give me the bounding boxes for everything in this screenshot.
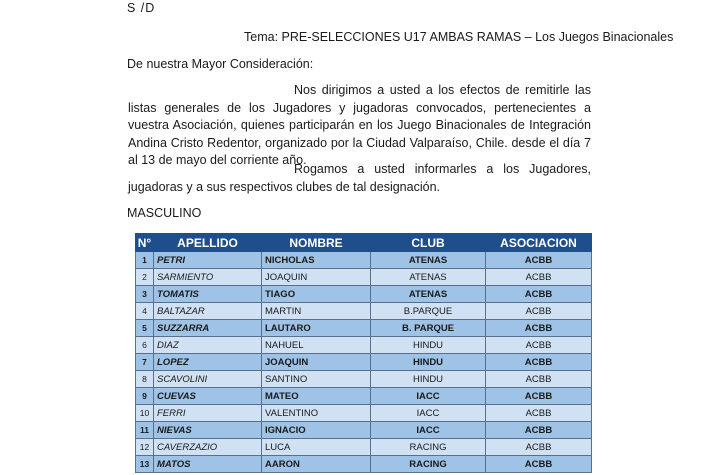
table-row xyxy=(136,337,592,354)
header-apellido: APELLIDO xyxy=(154,234,262,252)
cell-club: IACC xyxy=(371,388,486,405)
cell-nombre: VALENTINO xyxy=(262,405,371,422)
cell-apellido: TOMATIS xyxy=(154,286,262,303)
cell-apellido: DIAZ xyxy=(154,337,262,354)
cell-club: HINDU xyxy=(371,371,486,388)
cell-numero: 12 xyxy=(136,439,154,456)
table-row xyxy=(136,269,592,286)
cell-nombre: NAHUEL xyxy=(262,337,371,354)
cell-numero: 7 xyxy=(136,354,154,371)
cell-asociacion: ACBB xyxy=(486,456,592,473)
body-paragraph-2-text: Rogamos a usted informarles a los Jugadores, jugadoras y a sus respectivos clubes de tal designación. xyxy=(128,162,591,194)
cell-numero: 10 xyxy=(136,405,154,422)
subject-line: Tema: PRE-SELECCIONES U17 AMBAS RAMAS – Los Juegos Binacionales xyxy=(244,30,674,44)
table-row xyxy=(136,371,592,388)
cell-apellido: CUEVAS xyxy=(154,388,262,405)
cell-apellido: PETRI xyxy=(154,252,262,269)
cell-nombre: MARTIN xyxy=(262,303,371,320)
cell-asociacion: ACBB xyxy=(486,337,592,354)
table-row xyxy=(136,456,592,473)
cell-asociacion: ACBB xyxy=(486,354,592,371)
cell-club: HINDU xyxy=(371,337,486,354)
table-row xyxy=(136,303,592,320)
cell-nombre: IGNACIO xyxy=(262,422,371,439)
table-row xyxy=(136,405,592,422)
cell-asociacion: ACBB xyxy=(486,405,592,422)
cell-nombre: LAUTARO xyxy=(262,320,371,337)
table-row xyxy=(136,320,592,337)
header-numero: N° xyxy=(136,234,154,252)
cell-club: IACC xyxy=(371,422,486,439)
cell-nombre: SANTINO xyxy=(262,371,371,388)
cell-numero: 13 xyxy=(136,456,154,473)
cell-numero: 3 xyxy=(136,286,154,303)
table-row xyxy=(136,354,592,371)
cell-numero: 4 xyxy=(136,303,154,320)
cell-nombre: TIAGO xyxy=(262,286,371,303)
cell-asociacion: ACBB xyxy=(486,269,592,286)
roster-table xyxy=(135,233,592,473)
cell-club: ATENAS xyxy=(371,286,486,303)
cell-asociacion: ACBB xyxy=(486,286,592,303)
cell-numero: 2 xyxy=(136,269,154,286)
table-row xyxy=(136,388,592,405)
cell-asociacion: ACBB xyxy=(486,371,592,388)
cell-nombre: NICHOLAS xyxy=(262,252,371,269)
greeting: De nuestra Mayor Consideración: xyxy=(127,57,314,71)
cell-asociacion: ACBB xyxy=(486,439,592,456)
body-paragraph-1 xyxy=(128,82,591,170)
header-asociacion: ASOCIACION xyxy=(486,234,592,252)
table-row xyxy=(136,252,592,269)
roster-body xyxy=(136,252,592,473)
cell-apellido: SCAVOLINI xyxy=(154,371,262,388)
body-paragraph-1-text: Nos dirigimos a usted a los efectos de remitirle las listas generales de los Jugadores y jugadoras convocados, pertenecientes a vuestra Asociación, quienes participarán en los Juego Binacionales de Integración Andina Cristo Redentor, organizado por la Ciudad Valparaíso, Chile. desde el día 7 al 13 de mayo del corriente año. xyxy=(128,83,591,167)
table-row xyxy=(136,439,592,456)
cell-numero: 11 xyxy=(136,422,154,439)
header-nombre: NOMBRE xyxy=(262,234,371,252)
cell-club: ATENAS xyxy=(371,252,486,269)
cell-asociacion: ACBB xyxy=(486,388,592,405)
cell-numero: 5 xyxy=(136,320,154,337)
cell-asociacion: ACBB xyxy=(486,422,592,439)
header-club: CLUB xyxy=(371,234,486,252)
table-header-row xyxy=(136,234,592,252)
cell-apellido: SUZZARRA xyxy=(154,320,262,337)
cell-nombre: JOAQUIN xyxy=(262,354,371,371)
cell-nombre: AARON xyxy=(262,456,371,473)
cell-club: RACING xyxy=(371,439,486,456)
section-title: MASCULINO xyxy=(127,206,202,220)
cell-numero: 9 xyxy=(136,388,154,405)
cell-club: HINDU xyxy=(371,354,486,371)
cell-asociacion: ACBB xyxy=(486,320,592,337)
cell-numero: 1 xyxy=(136,252,154,269)
cell-club: B. PARQUE xyxy=(371,320,486,337)
table-row xyxy=(136,286,592,303)
cell-apellido: NIEVAS xyxy=(154,422,262,439)
salutation-sd: S /D xyxy=(127,1,156,15)
cell-numero: 6 xyxy=(136,337,154,354)
cell-numero: 8 xyxy=(136,371,154,388)
cell-apellido: BALTAZAR xyxy=(154,303,262,320)
cell-apellido: MATOS xyxy=(154,456,262,473)
cell-nombre: LUCA xyxy=(262,439,371,456)
cell-apellido: LOPEZ xyxy=(154,354,262,371)
cell-apellido: FERRI xyxy=(154,405,262,422)
cell-asociacion: ACBB xyxy=(486,303,592,320)
cell-club: RACING xyxy=(371,456,486,473)
cell-apellido: CAVERZAZIO xyxy=(154,439,262,456)
cell-club: IACC xyxy=(371,405,486,422)
cell-nombre: MATEO xyxy=(262,388,371,405)
cell-club: B.PARQUE xyxy=(371,303,486,320)
table-row xyxy=(136,422,592,439)
cell-asociacion: ACBB xyxy=(486,252,592,269)
cell-nombre: JOAQUIN xyxy=(262,269,371,286)
body-paragraph-2 xyxy=(128,161,591,196)
cell-club: ATENAS xyxy=(371,269,486,286)
cell-apellido: SARMIENTO xyxy=(154,269,262,286)
